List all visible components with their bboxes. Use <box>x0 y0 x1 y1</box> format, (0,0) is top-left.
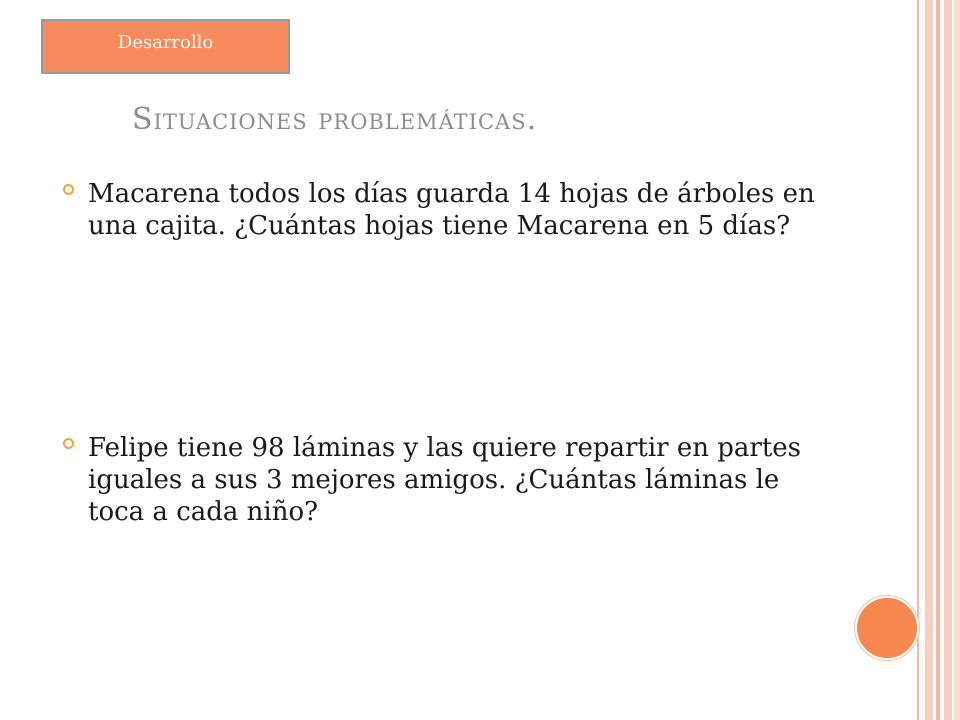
bullet-circle-icon <box>63 438 74 449</box>
bullet-text: Felipe tiene 98 láminas y las quiere repartir en partes iguales a sus 3 mejores amigos. ¿Cuántas láminas le toca a cada niño? <box>88 433 802 527</box>
decorative-stripe <box>917 0 919 720</box>
desarrollo-button-label: Desarrollo <box>117 32 214 53</box>
desarrollo-button[interactable] <box>41 19 290 74</box>
bullet-text: Macarena todos los días guarda 14 hojas de árboles en una cajita. ¿Cuántas hojas tiene Macarena en 5 días? <box>88 179 815 241</box>
decorative-stripe <box>944 0 952 720</box>
decorative-stripe <box>925 0 933 720</box>
bullet-circle-icon <box>63 184 74 195</box>
slide-title: Situaciones problemáticas. <box>132 102 538 137</box>
decorative-stripe <box>936 0 940 720</box>
decorative-circle <box>855 596 919 660</box>
decorative-stripe <box>954 0 960 720</box>
